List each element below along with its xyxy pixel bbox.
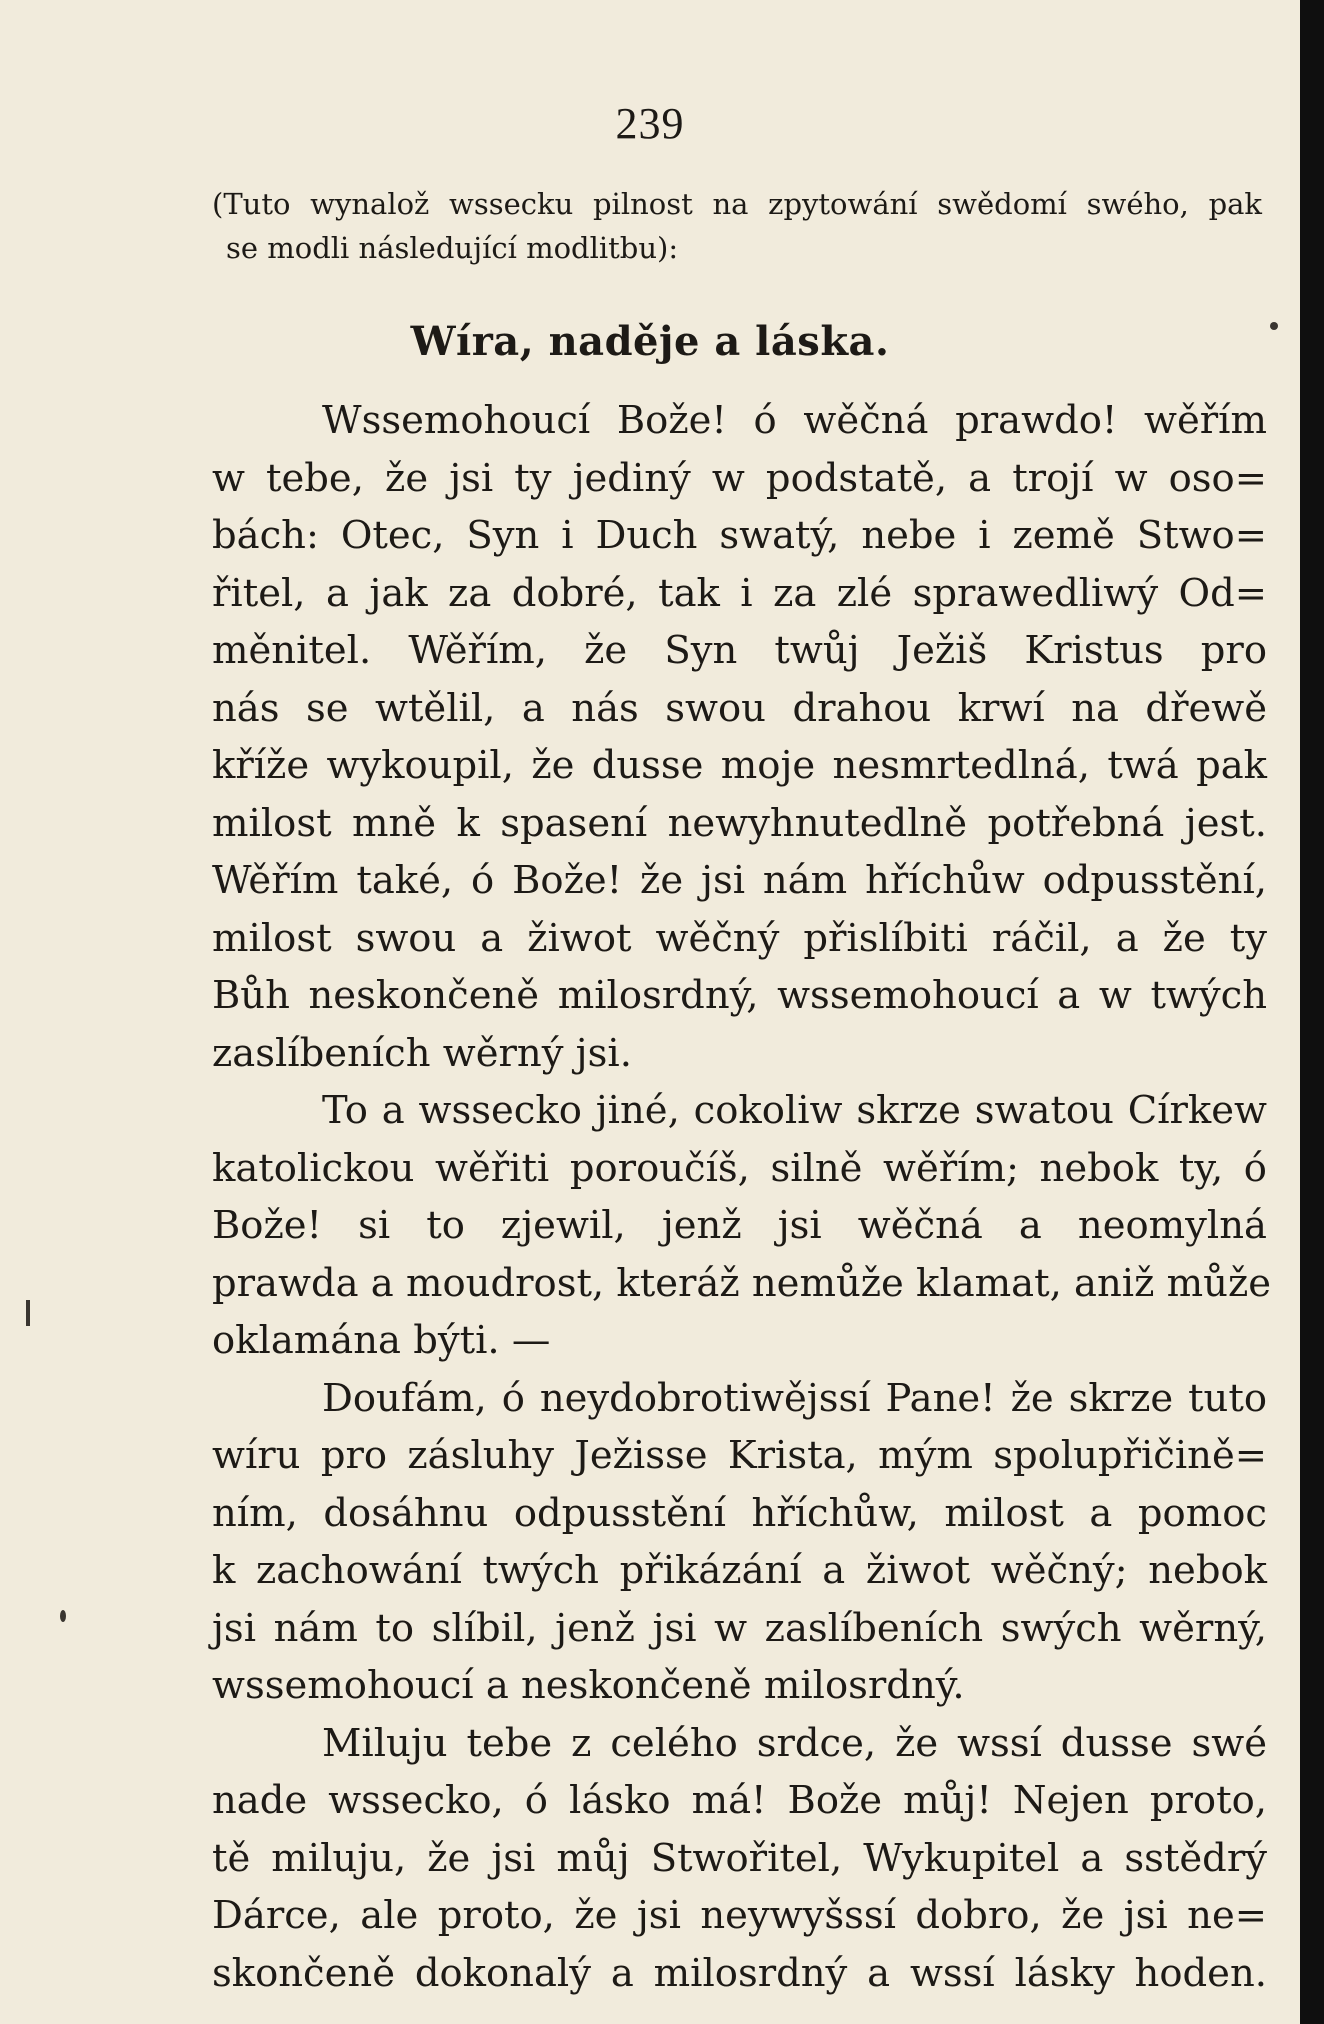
text-line: prawda a moudrost, kteráž nemůže klamat, aniž může <box>212 1260 1272 1306</box>
text-line: Wěřím také, ó Bože! že jsi nám hříchůw odpusstění, <box>212 858 1267 903</box>
text-line: milost mně k spasení newyhnutedlně potřebná jest. <box>212 800 1267 846</box>
ink-speck <box>26 1300 30 1326</box>
instruction-line: se modli následující modlitbu): <box>226 231 679 265</box>
text-line: Wssemohoucí Bože! ó wěčná prawdo! wěřím <box>322 398 1267 443</box>
text-line: Dárce, ale proto, že jsi neywyšssí dobro, že jsi ne= <box>212 1893 1267 1938</box>
text-line: nás se wtělil, a nás swou drahou krwí na dřewě <box>212 685 1267 731</box>
text-line: To a wssecko jiné, cokoliw skrze swatou Církew <box>322 1088 1267 1133</box>
text-line: ním, dosáhnu odpusstění hříchůw, milost a pomoc <box>212 1490 1267 1536</box>
instruction-line: (Tuto wynalož wssecku pilnost na zpytowání swědomí swého, pak <box>212 187 1262 221</box>
text-line: bách: Otec, Syn i Duch swatý, nebe i země Stwo= <box>212 513 1267 558</box>
text-line: zaslíbeních wěrný jsi. <box>212 1030 632 1076</box>
text-line: tě miluju, že jsi můj Stwořitel, Wykupitel a sstědrý <box>212 1835 1267 1881</box>
text-line: skončeně dokonalý a milosrdný a wssí lásky hoden. <box>212 1950 1267 1996</box>
instruction-note <box>212 182 1262 270</box>
text-line: řitel, a jak za dobré, tak i za zlé sprawedliwý Od= <box>212 570 1267 616</box>
text-line: jsi nám to slíbil, jenž jsi w zaslíbeních swých wěrný, <box>212 1605 1267 1651</box>
text-line: wíru pro zásluhy Ježisse Krista, mým spolupřičině= <box>212 1433 1267 1478</box>
page-number: 239 <box>615 99 685 148</box>
text-line: kříže wykoupil, že dusse moje nesmrtedlná, twá pak <box>212 743 1267 788</box>
text-line: Bůh neskončeně milosrdný, wssemohoucí a w twých <box>212 973 1267 1018</box>
text-line: nade wssecko, ó lásko má! Bože můj! Nejen proto, <box>212 1778 1267 1823</box>
text-line: Miluju tebe z celého srdce, že wssí dusse swé <box>322 1720 1267 1766</box>
prayer-body <box>212 392 1272 2002</box>
page-edge <box>1300 0 1324 2024</box>
text-line: milost swou a žiwot wěčný přislíbiti ráčil, a že ty <box>212 915 1267 961</box>
text-line: w tebe, že jsi ty jediný w podstatě, a trojí w oso= <box>212 455 1267 501</box>
text-line: oklamána býti. — <box>212 1318 551 1363</box>
ink-speck <box>60 1610 66 1622</box>
prayer-heading: Wíra, naděje a láska. <box>410 318 890 365</box>
text-line: Bože! si to zjewil, jenž jsi wěčná a neomylná <box>212 1203 1267 1248</box>
text-line: Doufám, ó neydobrotiwějssí Pane! že skrze tuto <box>322 1375 1267 1421</box>
text-line: k zachowání twých přikázání a žiwot wěčný; nebok <box>212 1548 1267 1593</box>
text-line: wssemohoucí a neskončeně milosrdný. <box>212 1663 965 1708</box>
ink-speck <box>1270 322 1278 330</box>
text-line: katolickou wěřiti poroučíš, silně wěřím; nebok ty, ó <box>212 1145 1267 1191</box>
text-line: měnitel. Wěřím, že Syn twůj Ježiš Kristus pro <box>212 628 1267 673</box>
